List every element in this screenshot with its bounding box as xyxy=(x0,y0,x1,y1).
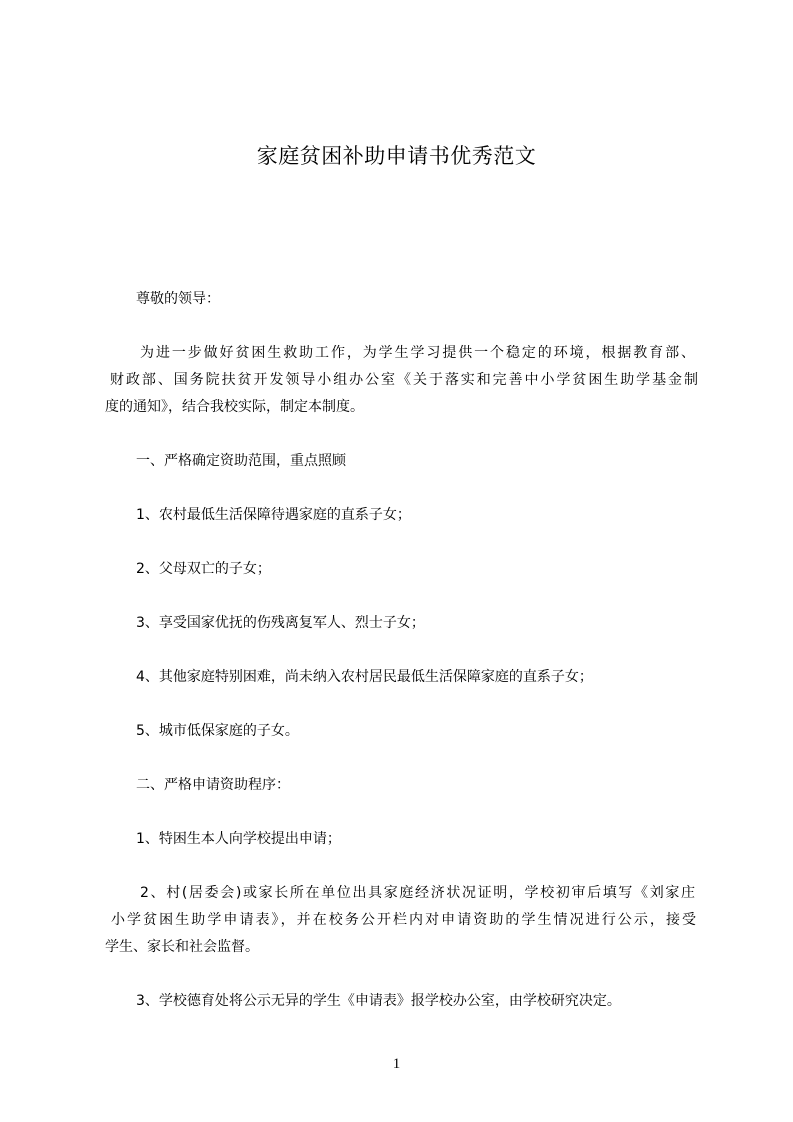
section-1-item: 5、城市低保家庭的子女。 xyxy=(136,723,299,739)
document-title: 家庭贫困补助申请书优秀范文 xyxy=(256,144,537,168)
salutation: 尊敬的领导： xyxy=(136,291,220,307)
section-1-item: 1、农村最低生活保障待遇家庭的直系子女； xyxy=(136,507,411,523)
section-2-item-1: 1、特困生本人向学校提出申请； xyxy=(136,831,341,847)
section-2-heading: 二、严格申请资助程序： xyxy=(136,777,290,793)
section-1-item: 3、享受国家优抚的伤残离复军人、烈士子女； xyxy=(136,615,425,631)
section-2-item-2-line-2: 小学贫困生助学申请表》，并在校务公开栏内对申请资助的学生情况进行公示，接受 xyxy=(111,912,696,928)
page-number: 1 xyxy=(392,1056,401,1072)
section-1-item: 2、父母双亡的子女； xyxy=(136,561,271,577)
section-1-heading: 一、严格确定资助范围，重点照顾 xyxy=(136,453,346,469)
section-2-item-2-line-3: 学生、家长和社会监督。 xyxy=(105,939,259,955)
intro-line-3: 度的通知》，结合我校实际，制定本制度。 xyxy=(105,399,364,415)
section-2-item-2-line-1: 2、村(居委会)或家长所在单位出具家庭经济状况证明，学校初审后填写《刘家庄 xyxy=(140,885,695,901)
intro-line-2: 财政部、国务院扶贫开发领导小组办公室《关于落实和完善中小学贫困生助学基金制 xyxy=(110,372,698,388)
section-2-item-3: 3、学校德育处将公示无异的学生《申请表》报学校办公室，由学校研究决定。 xyxy=(136,993,621,1009)
intro-line-1: 为进一步做好贫困生救助工作，为学生学习提供一个稳定的环境，根据教育部、 xyxy=(140,345,695,361)
section-1-item: 4、其他家庭特别困难，尚未纳入农村居民最低生活保障家庭的直系子女； xyxy=(136,669,593,685)
